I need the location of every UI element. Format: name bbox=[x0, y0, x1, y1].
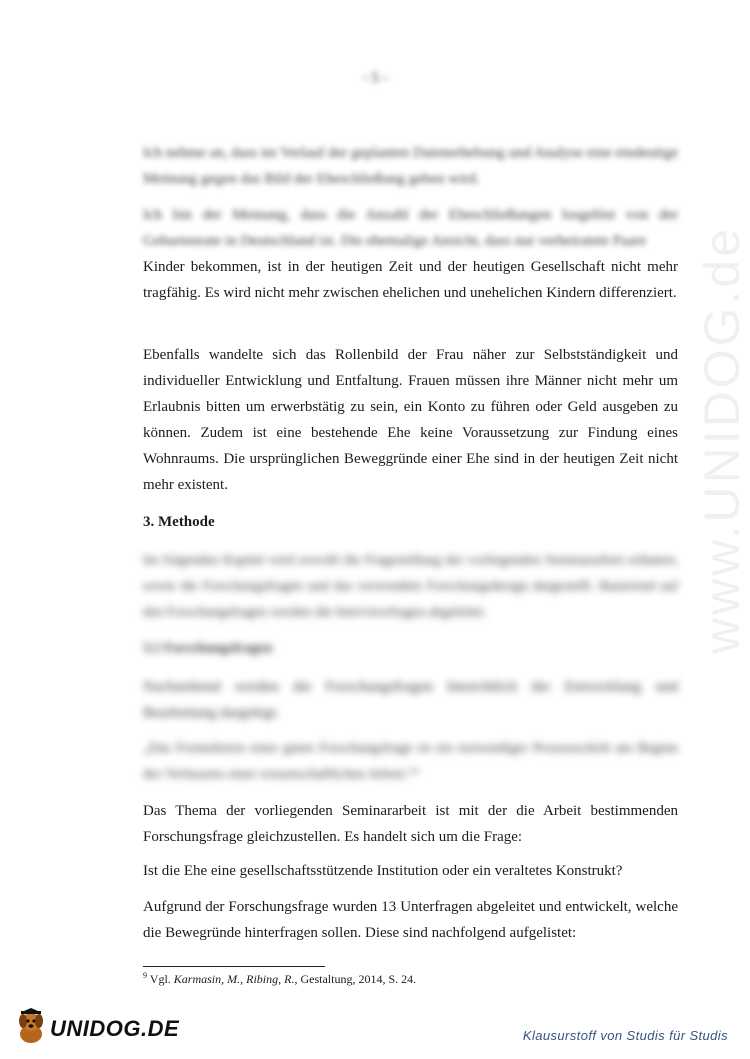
footnote-number: 9 bbox=[143, 971, 147, 980]
dog-mascot-icon bbox=[14, 1008, 48, 1051]
unidog-logo[interactable] bbox=[14, 1010, 179, 1048]
tagline: Klausurstoff von Studis für Studis bbox=[522, 1028, 728, 1043]
paragraph-kinder: Kinder bekommen, ist in der heutigen Zeit und der heutigen Gesellschaft nicht mehr tragfähig. Es wird nicht mehr zwischen ehelichen und unehelichen Kindern differenziert. bbox=[143, 259, 678, 301]
blurred-paragraph-nachstehend: Nachstehend werden die Forschungsfragen hinsichtlich der Entwicklung und Bearbeitung dargelegt. bbox=[143, 679, 678, 721]
page-number: - 5 - bbox=[362, 70, 388, 86]
watermark: www.UNIDOG.de bbox=[694, 226, 750, 654]
blurred-paragraph-opinion: Ich bin der Meinung, dass die Anzahl der Eheschließungen losgelöst von der Geburtenrate in Deutschland ist. Die ehemalige Ansicht, dass nur verheiratete Paare bbox=[143, 207, 678, 249]
footnote-authors: Karmasin, M., Ribing, R. bbox=[173, 972, 295, 986]
blurred-paragraph-hypothesis: Ich nehme an, dass im Verlauf der geplanten Datenerhebung und Analyse eine eindeutige Meinung gegen das Bild der Eheschließung geben wird. bbox=[143, 145, 678, 187]
footnote bbox=[143, 971, 416, 987]
footnote-divider bbox=[143, 966, 325, 967]
footnote-prefix: Vgl. bbox=[147, 972, 174, 986]
blurred-paragraph-methode: Im folgenden Kapitel wird sowohl die Fragestellung der vorliegenden Seminararbeit erläutert, sowie die Forschungsfragen und das verwendete Forschungsdesign dargestellt. Basierend auf den Forschungsfragen werden die Interviewfragen abgeleitet. bbox=[143, 553, 678, 620]
footnote-suffix: , Gestaltung, 2014, S. 24. bbox=[294, 972, 417, 986]
blurred-quote: „Das Formulieren einer guten Forschungsfrage ist ein notwendiger Prozessschritt am Beginn des Verfassens einer wissenschaftlichen Arbeit.“⁹ bbox=[143, 741, 678, 782]
paragraph-rollenbild: Ebenfalls wandelte sich das Rollenbild der Frau näher zur Selbstständigkeit und individueller Entwicklung und Entfaltung. Frauen müssen ihre Männer nicht mehr um Erlaubnis bitten um erwerbstätig zu sein, ein Konto zu führen oder Geld ausgeben zu können. Zudem ist eine bestehende Ehe keine Voraussetzung zur Findung eines Wohnraums. Die ursprünglichen Beweggründe einer Ehe sind in der heutigen Zeit nicht mehr existent. bbox=[143, 347, 678, 493]
paragraph-aufgrund: Aufgrund der Forschungsfrage wurden 13 Unterfragen abgeleitet und entwickelt, welche die Bewegründe hinterfragen sollen. Diese sind nachfolgend aufgelistet: bbox=[143, 899, 678, 941]
paragraph-forschungsfrage: Ist die Ehe eine gesellschaftsstützende Institution oder ein veraltetes Konstrukt? bbox=[143, 863, 623, 879]
section-heading-methode: 3. Methode bbox=[143, 514, 215, 530]
logo-text: UNIDOG.DE bbox=[50, 1016, 180, 1041]
paragraph-thema: Das Thema der vorliegenden Seminararbeit ist mit der die Arbeit bestimmenden Forschungsfrage gleichzustellen. Es handelt sich um die Frage: bbox=[143, 803, 678, 845]
blurred-heading-forschungsfragen: 3.1 Forschungsfragen bbox=[143, 641, 273, 656]
